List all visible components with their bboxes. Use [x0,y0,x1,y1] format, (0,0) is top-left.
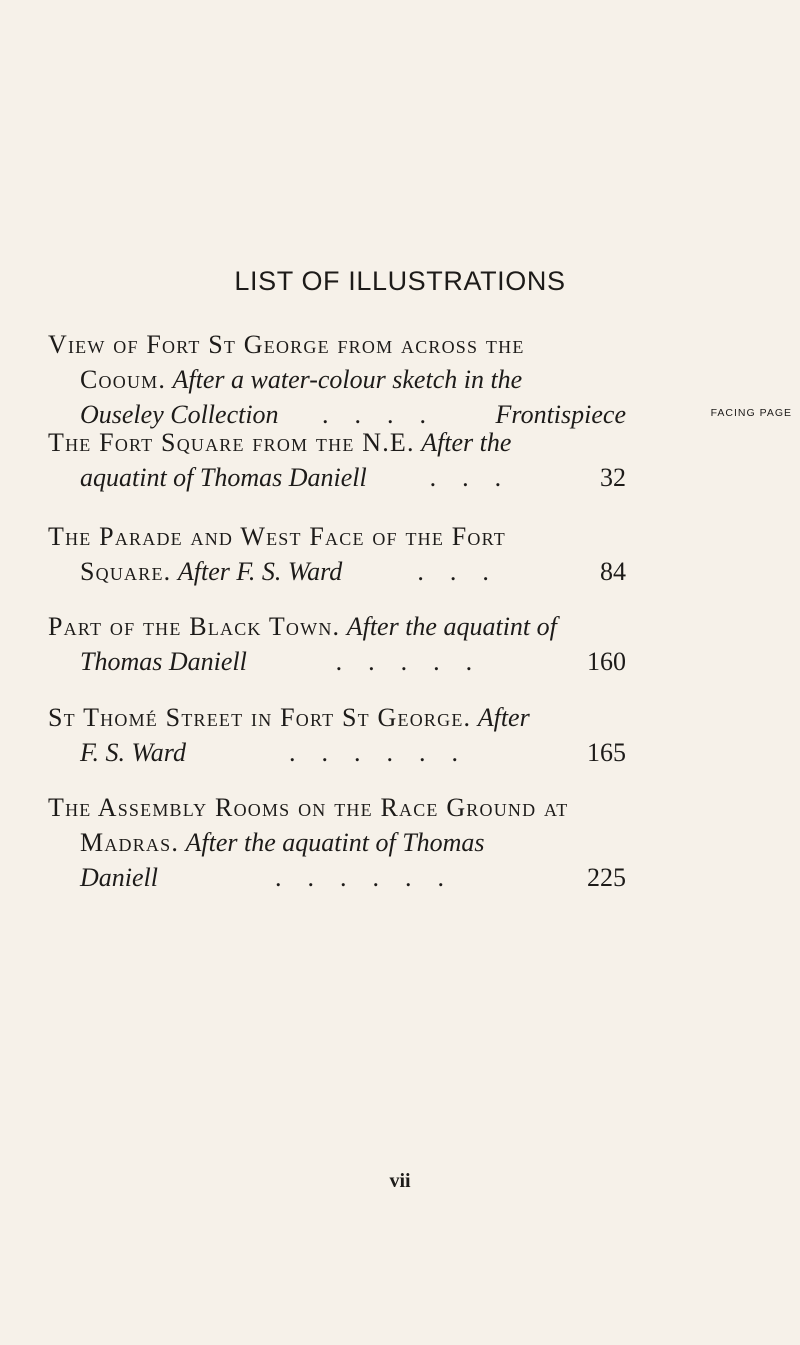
entry-page: 84 [600,557,626,586]
dot-leader: ...... [275,863,470,892]
entry-title-continued [48,828,626,860]
illustration-entry [48,522,626,590]
page-folio: vii [389,1170,411,1192]
entry-source: After [477,703,530,732]
entry-title-continued [48,365,626,397]
entry-source: After F. S. Ward [177,557,343,586]
dot-leader: ..... [335,647,499,676]
entry-title-line [48,428,626,460]
page-title: LIST OF ILLUSTRATIONS [234,266,566,296]
illustration-entry [48,612,626,680]
entry-page: Frontispiece [495,400,626,429]
entry-page: 165 [587,738,626,767]
entry-leader-line [80,557,626,589]
entry-source-end: Ouseley Collection [80,400,279,429]
entry-leader-line [80,463,626,495]
entry-title: St Thomé Street in Fort St George. [48,703,472,732]
entry-page: 32 [600,463,626,492]
entry-source-end: aquatint of Thomas Daniell [80,463,367,492]
entry-leader-line [80,738,626,770]
dot-leader: ... [417,557,515,586]
facing-page-header: FACING PAGE [710,407,792,419]
entry-source-end: Daniell [80,863,158,892]
entry-source: After the [421,428,512,457]
entry-source-end: F. S. Ward [80,738,186,767]
dot-leader: ... [429,463,528,492]
illustration-entry [48,703,626,771]
entry-title: The Parade and West Face of the Fort [48,522,506,551]
entry-title-line [48,612,626,644]
entry-title-line [48,703,626,735]
entry-page: 225 [587,863,626,892]
dot-leader: ...... [288,738,484,767]
illustration-entry [48,330,626,430]
entry-page: 160 [587,647,626,676]
entry-leader-line [80,863,626,895]
entry-title: Part of the Black Town. [48,612,341,641]
dot-leader: .... [322,400,453,429]
entry-title: The Assembly Rooms on the Race Ground at [48,793,569,822]
entry-title-end: Madras. [80,828,180,857]
entry-leader-line [80,647,626,679]
entry-source-end: Thomas Daniell [80,647,247,676]
illustration-entry [48,428,626,496]
entry-title-end: Square. [80,557,172,586]
entry-title-end: Cooum. [80,365,167,394]
illustration-entry [48,793,626,893]
entry-source: After the aquatint of [346,612,557,641]
entry-source: After the aquatint of Thomas [185,828,485,857]
entry-source: After a water-colour sketch in the [172,365,523,394]
entry-title: View of Fort St George from across the [48,330,525,359]
entry-title: The Fort Square from the N.E. [48,428,415,457]
